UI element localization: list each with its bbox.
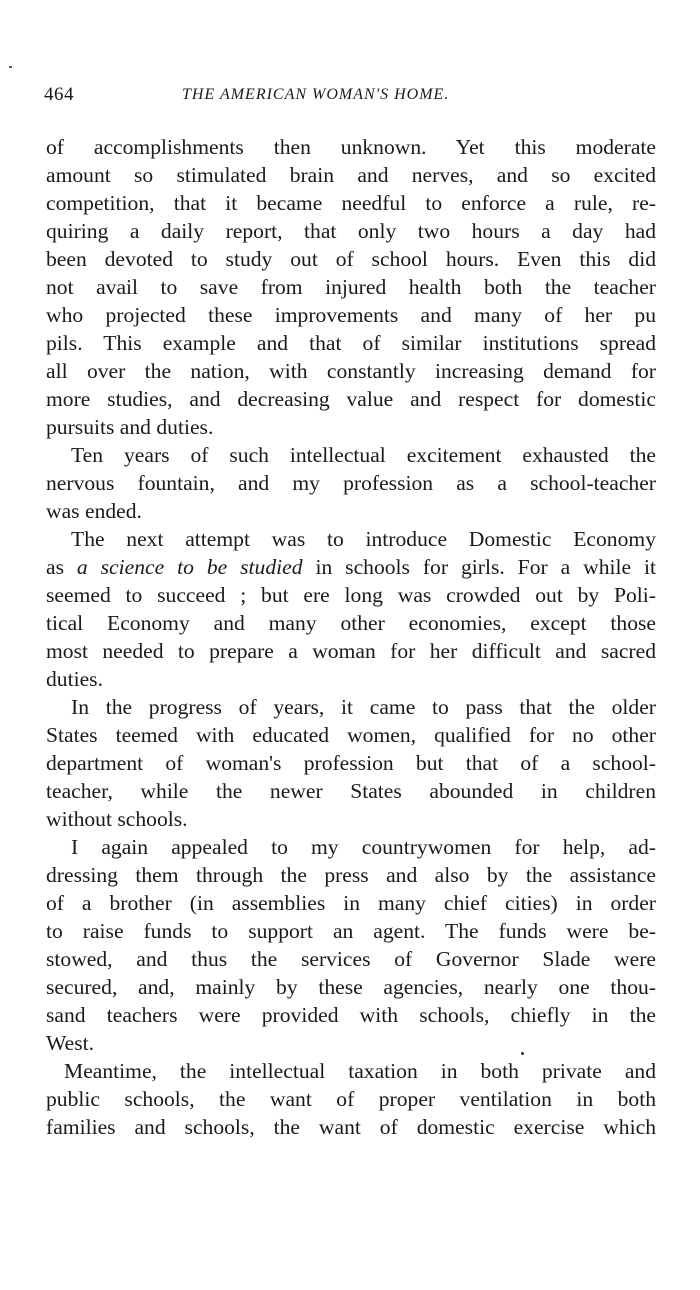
- text-line: dressing them through the press and also by the assistance: [46, 863, 656, 887]
- text-line: stowed, and thus the services of Governor Slade were: [46, 947, 656, 971]
- text-line: of a brother (in assemblies in many chief cities) in order: [46, 891, 656, 915]
- text-line: secured, and, mainly by these agencies, nearly one thou-: [46, 975, 656, 999]
- italic-phrase: a science to be studied: [76, 555, 303, 579]
- text-line: sand teachers were provided with schools, chiefly in the: [46, 1003, 656, 1027]
- text-line: not avail to save from injured health both the teacher: [46, 275, 656, 299]
- text-line: teacher, while the newer States abounded in children: [46, 779, 656, 803]
- text-line: been devoted to study out of school hours. Even this did: [46, 247, 656, 271]
- text-line: competition, that it became needful to enforce a rule, re-: [46, 191, 656, 215]
- text-line: seemed to succeed ; but ere long was crowded out by Poli-: [46, 583, 656, 607]
- text-line: quiring a daily report, that only two hours a day had: [46, 219, 656, 243]
- text-line: Ten years of such intellectual excitement exhausted the: [71, 443, 656, 467]
- text-line: without schools.: [46, 807, 188, 831]
- text-fragment: as: [46, 555, 77, 579]
- text-line: most needed to prepare a woman for her difficult and sacred: [46, 639, 656, 663]
- text-line: public schools, the want of proper ventilation in both: [46, 1087, 656, 1111]
- stray-dot: [521, 1052, 524, 1055]
- text-line: department of woman's profession but that of a school-: [46, 751, 656, 775]
- text-line: all over the nation, with constantly increasing demand for: [46, 359, 656, 383]
- text-line: was ended.: [46, 499, 142, 523]
- stray-mark: [9, 66, 12, 68]
- text-line: of accomplishments then unknown. Yet this moderate: [46, 135, 656, 159]
- text-line: Meantime, the intellectual taxation in both private and: [64, 1059, 656, 1083]
- text-line: The next attempt was to introduce Domestic Economy: [71, 527, 656, 551]
- body-text: [46, 133, 656, 1141]
- text-line: nervous fountain, and my profession as a school-teacher: [46, 471, 656, 495]
- text-line: duties.: [46, 667, 103, 691]
- text-line: pursuits and duties.: [46, 415, 214, 439]
- text-line: tical Economy and many other economies, except those: [46, 611, 656, 635]
- text-line: amount so stimulated brain and nerves, and so excited: [46, 163, 656, 187]
- text-line: I again appealed to my countrywomen for help, ad-: [71, 835, 656, 859]
- text-line: to raise funds to support an agent. The funds were be-: [46, 919, 656, 943]
- text-line: more studies, and decreasing value and respect for domestic: [46, 387, 656, 411]
- text-line: pils. This example and that of similar institutions spread: [46, 331, 656, 355]
- text-line: States teemed with educated women, qualified for no other: [46, 723, 656, 747]
- text-line-with-italic: [46, 553, 656, 581]
- text-line: who projected these improvements and many of her pu: [46, 303, 656, 327]
- text-fragment: in schools for girls. For a while it: [302, 555, 657, 579]
- book-page: [46, 84, 656, 1141]
- text-line: In the progress of years, it came to pass that the older: [71, 695, 656, 719]
- text-line: families and schools, the want of domestic exercise which: [46, 1115, 656, 1139]
- page-number: 464: [44, 84, 74, 105]
- running-head: THE AMERICAN WOMAN'S HOME.: [182, 86, 450, 103]
- text-line: West.: [46, 1031, 95, 1055]
- page-header: [46, 84, 656, 114]
